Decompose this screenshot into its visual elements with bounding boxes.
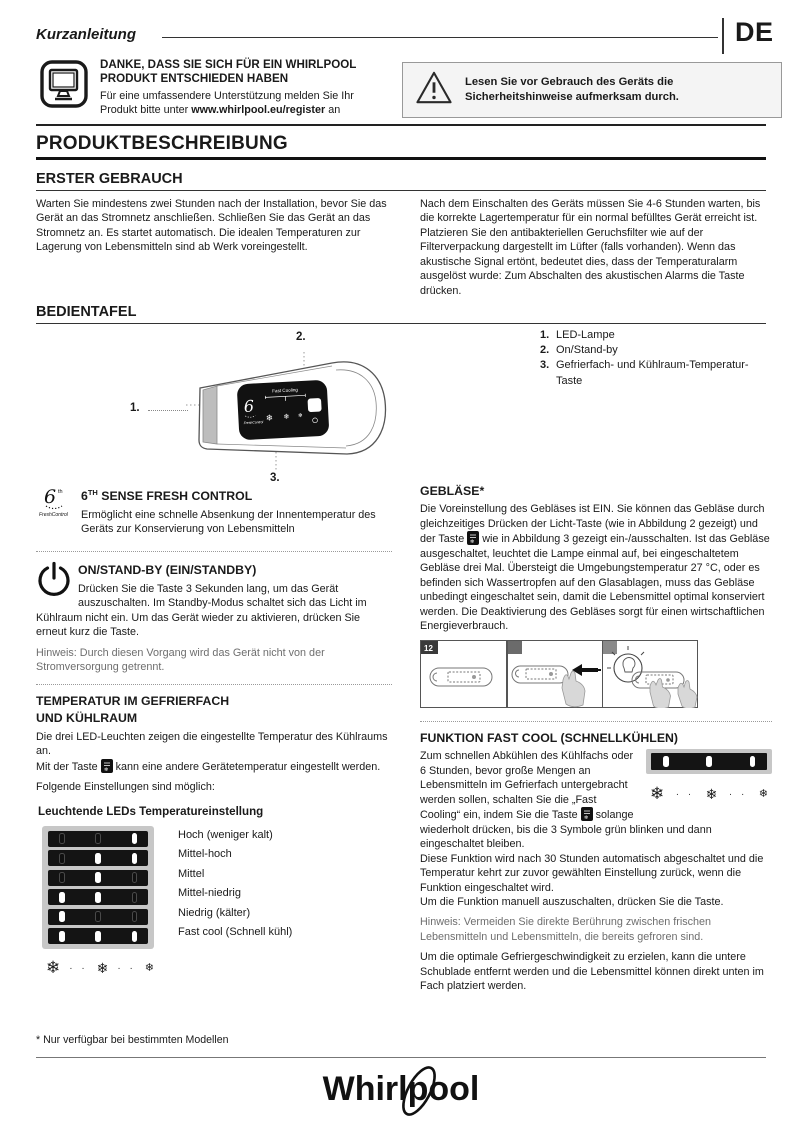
- led-strip: [48, 850, 148, 866]
- fastcool-snowflake-row: [646, 783, 772, 806]
- standby-body: Drücken Sie die Taste 3 Sekunden lang, um das Gerät auszuschalten. Im Standby-Modus schaltet sich das Licht im Kühlraum nicht ein. Um das Gerät wieder zu aktivieren, drücken Sie erneut kurz die Taste.: [36, 582, 367, 639]
- led-table-header: Leuchtende LEDs Temperatureinstellung: [38, 805, 264, 819]
- led-strip: [48, 870, 148, 886]
- legend-label: On/Stand-by: [556, 344, 618, 357]
- fastcool-led-strip: [651, 753, 767, 770]
- temperature-heading-line2: UND KÜHLRAUM: [36, 711, 138, 726]
- register-text: [100, 89, 392, 117]
- legend-item-2: [540, 343, 778, 358]
- snowflake-large-icon: ❄: [650, 784, 665, 804]
- safety-notice-text: Lesen Sie vor Gebrauch des Geräts die Sicherheitshinweise aufmerksam durch.: [465, 76, 679, 103]
- register-url: www.whirlpool.eu/register: [191, 104, 326, 116]
- fast-cool-p2: Diese Funktion wird nach 30 Stunden automatisch abgeschaltet und die Temperatur kehrt zur zuvor gewählten Einstellung zurück, wenn die Funktion eingeschaltet wird.: [420, 852, 764, 894]
- led-on: [132, 853, 138, 864]
- led-on: [95, 853, 101, 864]
- legend-num: 1.: [540, 329, 550, 341]
- legend-item-3: [540, 358, 778, 388]
- dots: · ·: [728, 789, 748, 801]
- p2-post: kann eine andere Gerätetemperatur eingestellt werden.: [115, 760, 381, 773]
- warning-triangle-icon: [415, 70, 453, 111]
- p1-post: solange wiederholt drücken, bis die 3 Symbole grün blinken und dann eingeschaltet bleiben.: [420, 809, 712, 851]
- snowflake-medium-icon: ❄: [705, 786, 718, 803]
- temperature-p2: [36, 759, 392, 774]
- footer-rule: [36, 1057, 766, 1058]
- standby-section: [36, 560, 392, 674]
- fast-cool-p3: Um die Funktion manuell auszuschalten, drücken Sie die Taste.: [420, 896, 724, 908]
- svg-text:❄: ❄: [470, 539, 475, 546]
- callout-1: 1.: [130, 402, 140, 414]
- led-strip: [48, 909, 148, 925]
- first-use-left-column: Warten Sie mindestens zwei Stunden nach der Installation, bevor Sie das Gerät an das Stromnetz anschließen. Schließen Sie das Gerät an das Stromnetz an. Es startet automatisch. Die idealen Temperaturen zur Lagerung von Lebensmitteln sind ab Werk voreingestellt.: [36, 198, 387, 254]
- fan-section: [420, 483, 772, 722]
- svg-text:❄: ❄: [283, 413, 290, 421]
- led-on: [663, 756, 669, 767]
- dots: · ·: [117, 963, 136, 975]
- snowflake-large-icon: ❄: [46, 958, 61, 978]
- legend-label: Gefrierfach- und Kühlraum-Temperatur-Taste: [556, 359, 749, 387]
- heading-rest: SENSE FRESH CONTROL: [97, 489, 253, 504]
- led-labels: [178, 826, 292, 950]
- fast-cool-p4: Um die optimale Gefriergeschwindigkeit zu erzielen, kann die untere Schublade entfernt werden und die Lebensmittel können direkt unten im Fach platziert werden.: [420, 951, 764, 993]
- callout-3: 3.: [270, 472, 280, 484]
- separator: [36, 551, 392, 552]
- snowflake-small-icon: ❄: [144, 962, 154, 975]
- snowflake-medium-icon: ❄: [96, 960, 109, 977]
- control-panel-display: [237, 380, 330, 441]
- led-off: [59, 853, 65, 864]
- led-on: [95, 872, 101, 883]
- footnote: * Nur verfügbar bei bestimmten Modellen: [36, 1034, 229, 1046]
- figure-label: 12: [424, 643, 433, 653]
- dots: · ·: [69, 963, 88, 975]
- svg-text:6: 6: [44, 486, 57, 508]
- led-off: [132, 892, 138, 903]
- heading-sup: TH: [87, 488, 98, 497]
- snowflake-small-icon: ❄: [758, 788, 768, 801]
- power-icon: [36, 561, 72, 601]
- temperature-button-icon: [101, 759, 113, 773]
- fan-figure: [420, 640, 772, 712]
- temperature-button-icon: [467, 531, 479, 545]
- fast-cool-heading: FUNKTION FAST COOL (SCHNELLKÜHLEN): [420, 731, 678, 745]
- first-use-right-column: Nach dem Einschalten des Geräts müssen Sie 4-6 Stunden warten, bis die korrekte Lagertemperatur für ein normal befülltes Gerät erreicht ist. Platzieren Sie den antibakteriellen Geruchsfilter wie auf der Filterverpackung dargestellt im Lüfter (falls vorhanden). Wenn das akustische Signal ertönt, bedeutet dies, dass der Temperaturalarm ausgelöst wurde: Zum Abschalten des akustischen Alarms die Taste drücken.: [420, 198, 761, 297]
- register-text-pre: Für eine umfassendere Unterstützung melden Sie Ihr Produkt bitte unter: [100, 89, 354, 116]
- register-monitor-icon: [40, 60, 88, 113]
- led-setting-label: Niedrig (kälter): [178, 906, 251, 919]
- led-setting-label: Mittel-hoch: [178, 848, 232, 861]
- thanks-title-line2: PRODUKT ENTSCHIEDEN HABEN: [100, 72, 289, 86]
- snowflake-row: [46, 957, 154, 980]
- sixth-sense-heading: [36, 485, 392, 505]
- legend-label: LED-Lampe: [556, 329, 615, 341]
- whirlpool-wordmark: Whirlpool: [322, 1070, 480, 1108]
- first-use-title: ERSTER GEBRAUCH: [36, 171, 183, 187]
- fastcool-led-panel: [646, 749, 772, 774]
- temperature-button-icon: [581, 807, 593, 821]
- right-column: [420, 483, 772, 1000]
- led-on: [59, 911, 65, 922]
- led-on: [132, 931, 138, 942]
- sixth-sense-logo-icon: [38, 485, 74, 523]
- led-setting-label: Hoch (weniger kalt): [178, 828, 273, 841]
- fast-cool-section: [420, 730, 772, 994]
- led-off: [132, 911, 138, 922]
- heading-six: 6: [81, 489, 88, 504]
- led-on: [95, 931, 101, 942]
- section-rule: [36, 124, 766, 126]
- panel-button: [307, 398, 321, 412]
- whirlpool-logo: [301, 1060, 501, 1127]
- standby-heading: ON/STAND-BY (EIN/STANDBY): [78, 563, 257, 578]
- led-off: [132, 872, 138, 883]
- legend-item-1: [540, 328, 778, 343]
- svg-text:FreshControl: FreshControl: [39, 512, 68, 518]
- led-strip: [48, 831, 148, 847]
- led-setting-label: Fast cool (Schnell kühl): [178, 926, 293, 939]
- language-divider: [722, 18, 724, 54]
- led-strip: [48, 889, 148, 905]
- sixth-sense-body: Ermöglicht eine schnelle Absenkung der Innentemperatur des Geräts zur Konservierung von Lebensmitteln: [81, 508, 376, 536]
- led-off: [59, 872, 65, 883]
- led-settings-table: [42, 826, 392, 950]
- svg-text:❄: ❄: [297, 412, 303, 420]
- fan-body: [420, 502, 772, 633]
- callout-1-leader: [148, 410, 188, 411]
- left-column: [36, 485, 392, 980]
- display-fast-cooling-label: Fast Cooling: [272, 387, 299, 394]
- fast-cool-led-graphic: [646, 749, 772, 806]
- register-block: [100, 58, 392, 117]
- safety-notice-box: [402, 62, 782, 118]
- control-panel-legend: [540, 328, 778, 389]
- temperature-p3: Folgende Einstellungen sind möglich:: [36, 780, 215, 793]
- legend-num: 3.: [540, 359, 550, 372]
- svg-text:th: th: [58, 489, 63, 495]
- dots: · ·: [675, 789, 695, 801]
- led-on: [95, 892, 101, 903]
- p2-pre: Mit der Taste: [36, 760, 98, 773]
- control-panel-rule: [36, 323, 766, 324]
- temperature-section: [36, 693, 392, 981]
- fan-body-post: wie in Abbildung 3 gezeigt ein-/ausschalten. Ist das Gebläse ausgeschaltet, leuchtet die Lampe einmal auf, bei eingeschaltetem Gebläse drei Mal. Übersteigt die Umgebungstemperatur 27 °C, oder es befinden sich Wassertropfen auf den Glasablagen, muss das Gebläse unbedingt eingeschaltet sein, damit die Lebensmittel optimal konserviert werden. Die Deaktivierung des Gebläses sorgt für einen wirtschaftlichen Energieverbrauch.: [420, 533, 770, 633]
- thanks-title-line1: DANKE, DASS SIE SICH FÜR EIN WHIRLPOOL: [100, 58, 357, 71]
- led-setting-label: Mittel: [178, 867, 205, 880]
- fast-cool-note: Hinweis: Vermeiden Sie direkte Berührung zwischen frischen Lebensmitteln und Lebensmitteln, die bereits gefroren sind.: [420, 916, 712, 943]
- header-rule: [162, 37, 718, 38]
- sixth-sense-section: [36, 485, 392, 542]
- led-on: [750, 756, 756, 767]
- product-description-title: PRODUKTBESCHREIBUNG: [36, 133, 288, 154]
- led-off: [95, 833, 101, 844]
- led-strip: [48, 928, 148, 944]
- temperature-heading-line1: TEMPERATUR IM GEFRIERFACH: [36, 693, 230, 708]
- display-six-logo: 6: [243, 396, 255, 417]
- led-on: [706, 756, 712, 767]
- control-panel-title: BEDIENTAFEL: [36, 304, 137, 320]
- led-on: [132, 833, 138, 844]
- display-freshcontrol-label: FreshControl: [243, 420, 264, 426]
- fan-heading: GEBLÄSE*: [420, 484, 485, 498]
- standby-note: Hinweis: Durch diesen Vorgang wird das Gerät nicht von der Stromversorgung getrennt.: [36, 646, 325, 674]
- led-on: [59, 931, 65, 942]
- separator: [420, 721, 772, 722]
- temperature-p1: Die drei LED-Leuchten zeigen die eingestellte Temperatur des Kühlraums an.: [36, 730, 388, 758]
- title-rule: [36, 157, 766, 160]
- led-off: [95, 911, 101, 922]
- legend-num: 2.: [540, 344, 550, 357]
- led-on: [59, 892, 65, 903]
- svg-text:❄: ❄: [103, 766, 108, 773]
- first-use-rule: [36, 190, 766, 191]
- doc-type-title: Kurzanleitung: [36, 26, 136, 43]
- lamp-diagram: [186, 352, 398, 475]
- led-off: [59, 833, 65, 844]
- svg-text:❄: ❄: [265, 412, 274, 423]
- separator: [36, 684, 392, 685]
- callout-2: 2.: [296, 331, 306, 343]
- led-rows: [42, 826, 154, 950]
- fan-body-pre: Die Voreinstellung des Gebläses ist EIN. Sie können das Gebläse durch gleichzeitiges Drücken der Licht-Taste (wie in Abbildung 2 gezeigt) und der Taste: [420, 503, 765, 546]
- language-code: DE: [735, 17, 774, 47]
- svg-text:❄: ❄: [583, 815, 588, 822]
- register-text-post: an: [325, 104, 341, 116]
- led-setting-label: Mittel-niedrig: [178, 887, 241, 900]
- p1-pre: Zum schnellen Abkühlen des Kühlfachs oder 6 Stunden, bevor große Mengen an Lebensmitteln im Gefrierfach untergebracht werden sollen, schalten Sie die „Fast Cooling“ ein, indem Sie die Taste: [420, 750, 634, 822]
